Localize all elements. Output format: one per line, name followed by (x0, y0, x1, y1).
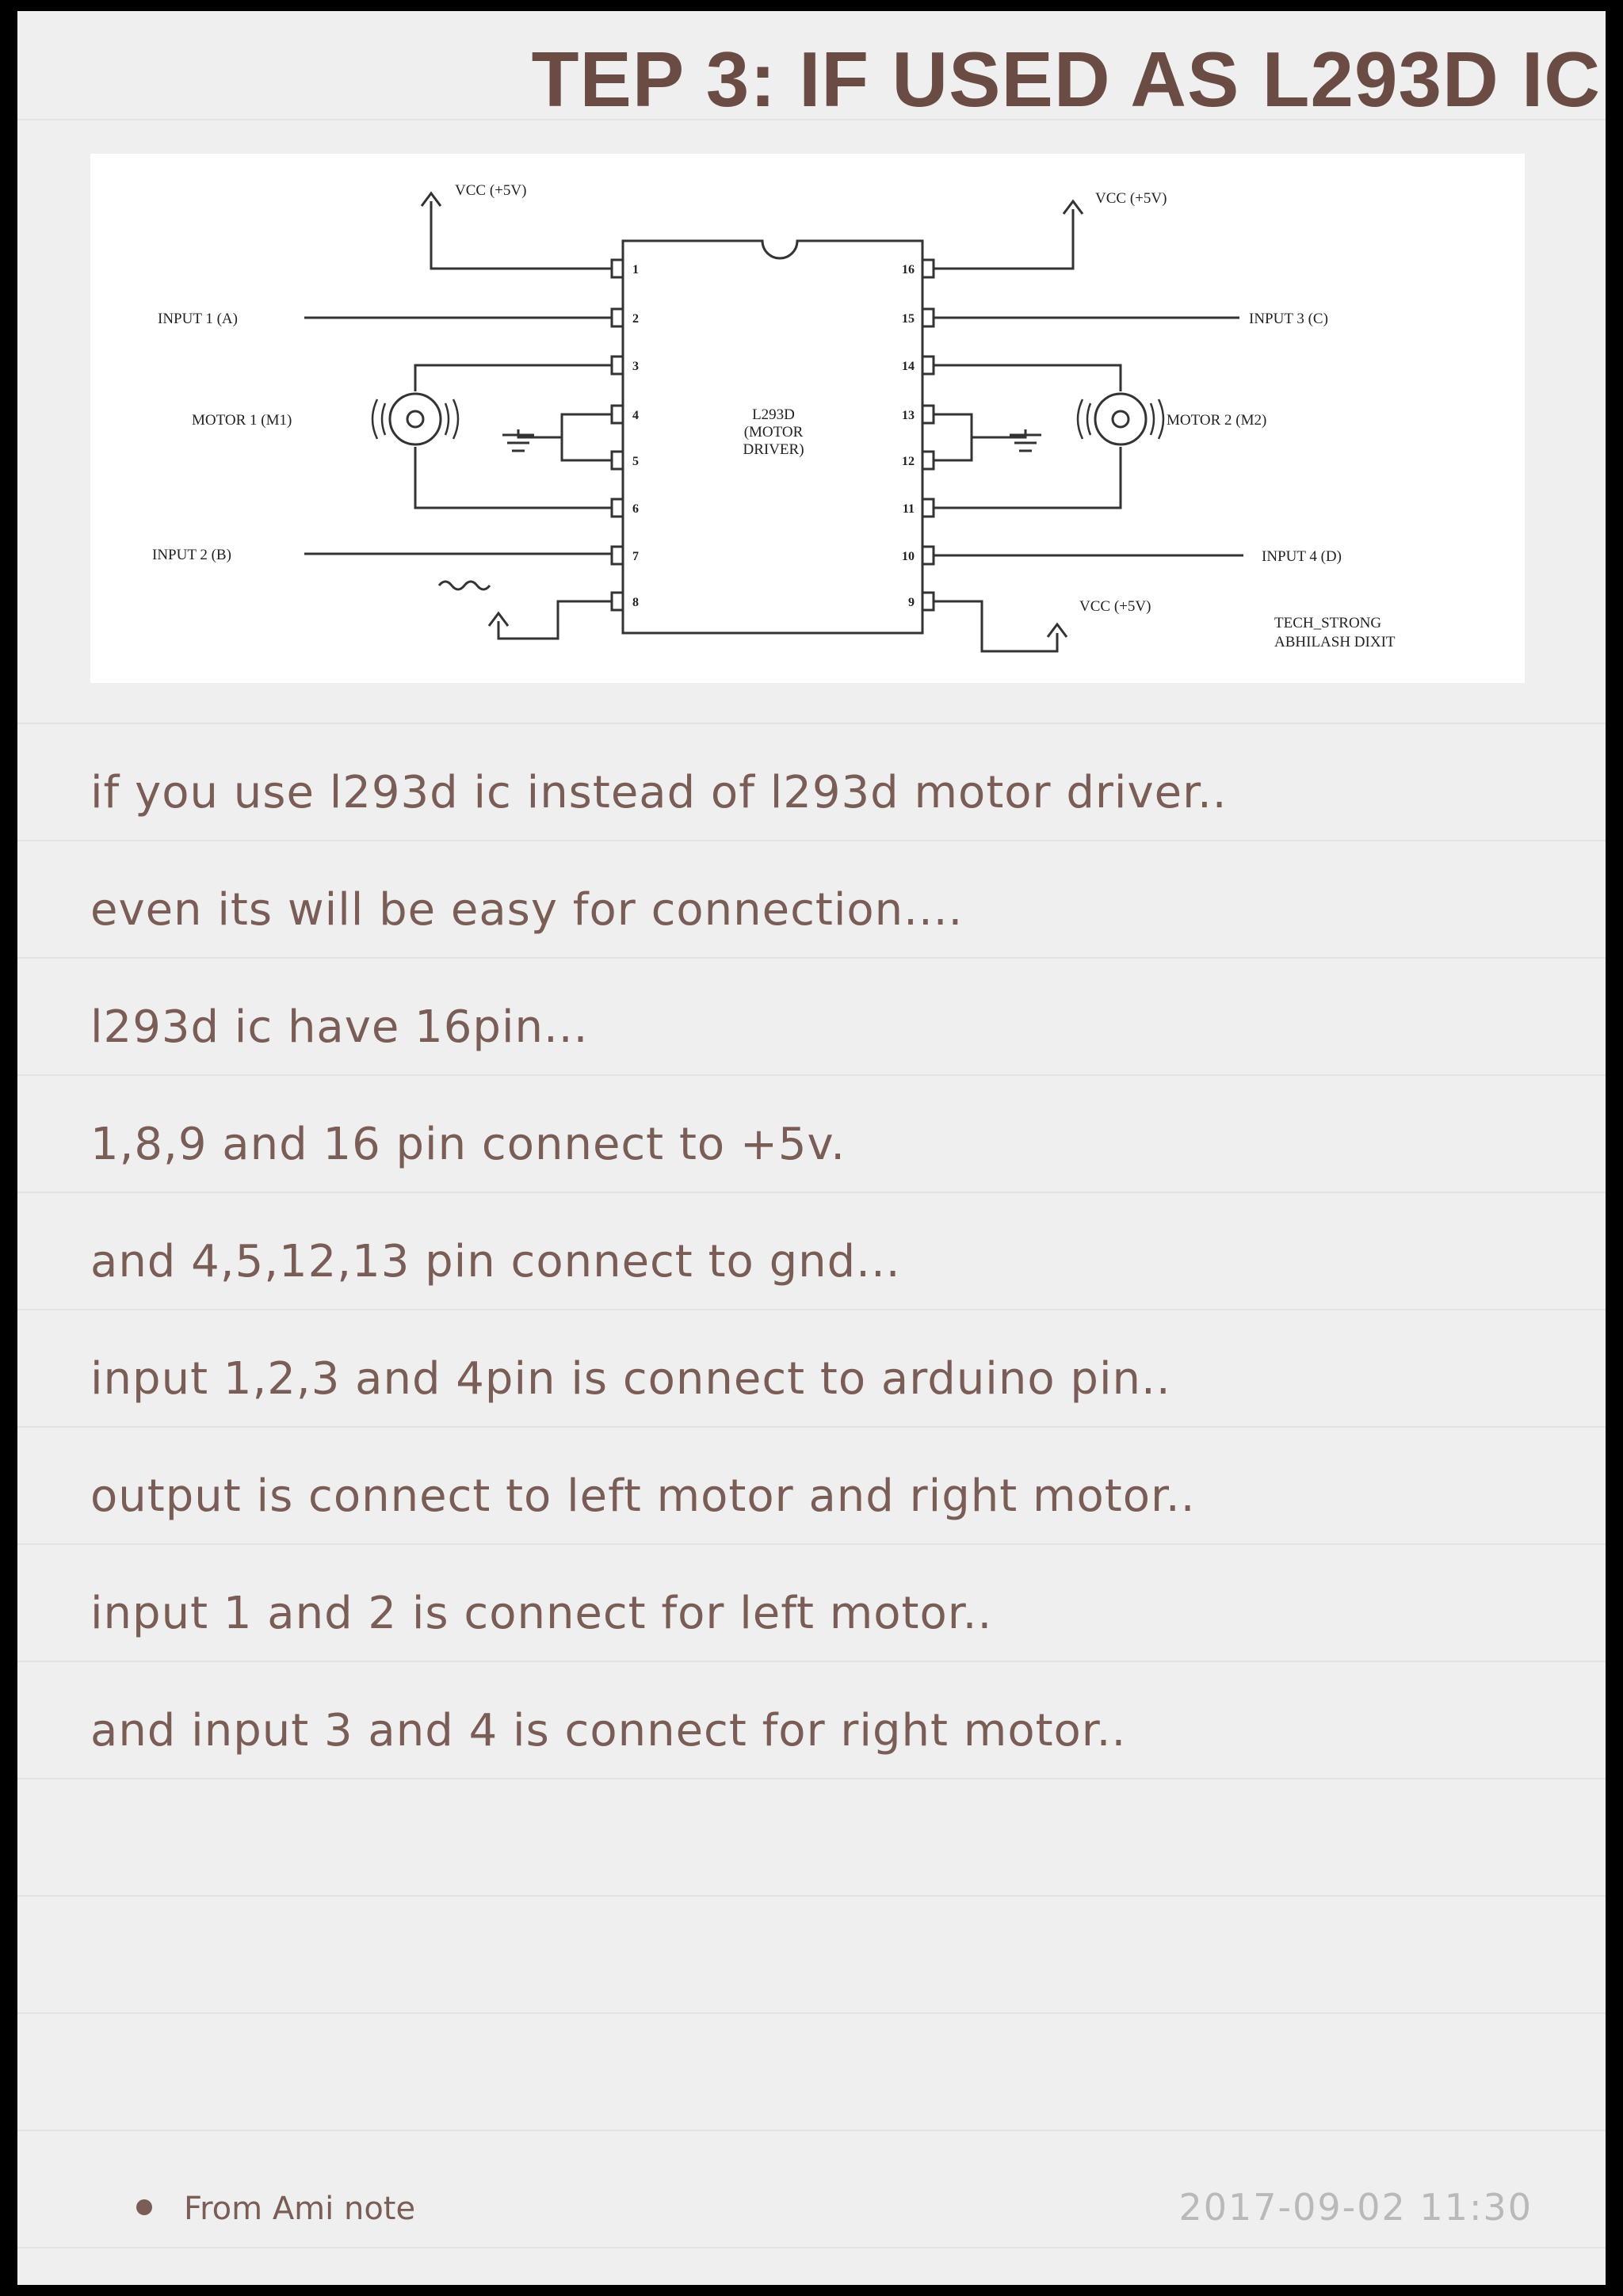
wire-pin8 (498, 601, 612, 639)
motor1-left-arcs (372, 399, 385, 439)
pin-number-10: 10 (902, 550, 915, 563)
pin-box-14 (922, 357, 934, 374)
wire-gnd-left (562, 414, 612, 460)
wire-m2-bottom (934, 447, 1121, 508)
wire-vcc-left (431, 201, 612, 269)
note-line-9[interactable]: and input 3 and 4 is connect for right motor.. (90, 1705, 1127, 1756)
pin-number-6: 6 (632, 502, 639, 516)
note-source: From Ami note (184, 2191, 416, 2227)
motor1-hub (407, 411, 423, 427)
label-input1: INPUT 1 (A) (158, 311, 238, 327)
note-timestamp: 2017-09-02 11:30 (1178, 2186, 1533, 2229)
pin-box-8 (612, 593, 623, 610)
chip-label-line-1: L293D (752, 406, 795, 423)
bullet-dot-icon (136, 2199, 152, 2215)
note-line-3[interactable]: l293d ic have 16pin... (90, 1001, 589, 1053)
diagram-svg (90, 154, 1525, 683)
pin-number-2: 2 (632, 312, 639, 326)
motor2-right-arcs (1151, 399, 1163, 439)
motor2-circle (1095, 394, 1146, 444)
wire-vcc-right (934, 209, 1073, 269)
label-vcc-top-left: VCC (+5V) (455, 182, 527, 199)
note-rule (17, 2247, 1606, 2248)
wire-m1-top (415, 365, 612, 391)
note-rule (17, 1778, 1606, 1779)
note-title-bar (17, 11, 1606, 120)
pin-box-9 (922, 593, 934, 610)
pin-number-14: 14 (902, 360, 915, 373)
label-credit-2: ABHILASH DIXIT (1274, 634, 1396, 650)
pin-box-2 (612, 309, 623, 326)
note-rule (17, 1074, 1606, 1076)
pin-number-4: 4 (632, 409, 639, 422)
pin-box-16 (922, 260, 934, 277)
label-credit-1: TECH_STRONG (1274, 615, 1382, 631)
pin-number-5: 5 (632, 455, 639, 468)
label-vcc-top-right: VCC (+5V) (1095, 190, 1167, 207)
note-rule (17, 1661, 1606, 1662)
label-input3: INPUT 3 (C) (1249, 311, 1328, 327)
note-rule (17, 1309, 1606, 1310)
wire-m1-bottom (415, 447, 612, 508)
pin-box-7 (612, 547, 623, 564)
pin-number-13: 13 (902, 409, 915, 422)
note-page (17, 11, 1606, 2285)
chip-label-line-3: DRIVER) (743, 441, 804, 458)
motor2-left-arcs (1078, 399, 1090, 439)
motor1-right-arcs (445, 399, 458, 439)
wire-m2-top (934, 365, 1121, 391)
pin-box-15 (922, 309, 934, 326)
pin-number-8: 8 (632, 596, 639, 609)
note-rule (17, 957, 1606, 959)
note-rule (17, 2130, 1606, 2131)
wire-pin9 (934, 601, 1057, 651)
motor1-circle (390, 394, 441, 444)
l293d-pinout-diagram[interactable] (90, 154, 1525, 683)
wire-gnd-right (934, 414, 972, 460)
note-rule (17, 2012, 1606, 2014)
pin-number-12: 12 (902, 455, 915, 468)
pin-box-1 (612, 260, 623, 277)
note-line-4[interactable]: 1,8,9 and 16 pin connect to +5v. (90, 1119, 846, 1170)
pin-box-4 (612, 406, 623, 423)
note-rule (17, 1543, 1606, 1545)
pin-number-16: 16 (902, 263, 915, 277)
note-line-2[interactable]: even its will be easy for connection.... (90, 884, 964, 936)
label-motor1: MOTOR 1 (M1) (192, 412, 292, 429)
note-line-8[interactable]: input 1 and 2 is connect for left motor.. (90, 1588, 993, 1639)
note-line-1[interactable]: if you use l293d ic instead of l293d motor driver.. (90, 767, 1228, 818)
note-rule (17, 840, 1606, 841)
squiggle (439, 582, 490, 589)
pin-box-6 (612, 499, 623, 517)
note-rule (17, 1895, 1606, 1897)
pin-box-3 (612, 357, 623, 374)
label-motor2: MOTOR 2 (M2) (1167, 412, 1267, 429)
pin-box-10 (922, 547, 934, 564)
pin-box-11 (922, 499, 934, 517)
pin-number-11: 11 (902, 502, 915, 516)
note-rule (17, 1192, 1606, 1193)
motor2-hub (1113, 411, 1128, 427)
label-vcc-bottom-right: VCC (+5V) (1079, 598, 1151, 615)
note-title: TEP 3: IF USED AS L293D IC (531, 36, 1601, 120)
pin-box-13 (922, 406, 934, 423)
note-rule (17, 1426, 1606, 1428)
note-line-7[interactable]: output is connect to left motor and right motor.. (90, 1470, 1196, 1522)
label-input2: INPUT 2 (B) (152, 547, 231, 563)
note-rule (17, 723, 1606, 724)
note-line-5[interactable]: and 4,5,12,13 pin connect to gnd... (90, 1236, 901, 1287)
pin-box-12 (922, 452, 934, 469)
pin-number-3: 3 (632, 360, 639, 373)
pin-number-15: 15 (902, 312, 915, 326)
pin-number-9: 9 (908, 596, 915, 609)
pin-number-7: 7 (632, 550, 639, 563)
label-input4: INPUT 4 (D) (1262, 548, 1342, 565)
pin-number-1: 1 (632, 263, 639, 277)
chip-label-line-2: (MOTOR (743, 424, 804, 441)
pin-box-5 (612, 452, 623, 469)
note-line-6[interactable]: input 1,2,3 and 4pin is connect to arduino pin.. (90, 1353, 1171, 1405)
